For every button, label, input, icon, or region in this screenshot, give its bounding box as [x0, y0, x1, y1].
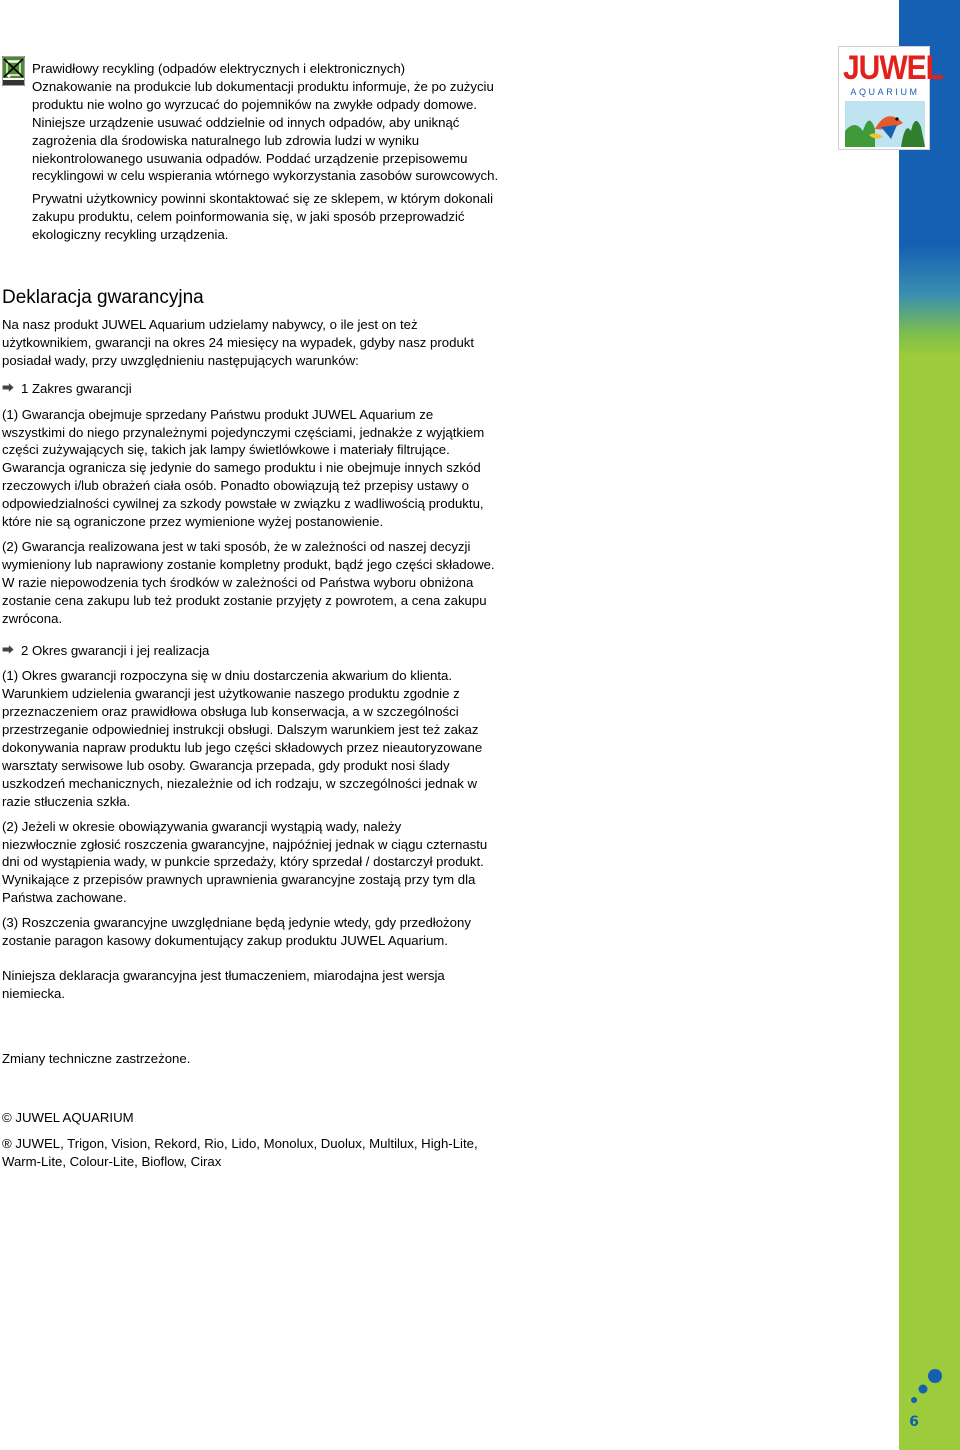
warranty-title: Deklaracja gwarancyjna: [2, 287, 204, 308]
text-line: Na nasz produkt JUWEL Aquarium udzielamy nabywcy, o ile jest on też: [2, 317, 418, 332]
text-line: Gwarancja ogranicza się jedynie do samego produktu i nie obejmuje innych szkód: [2, 460, 481, 476]
scope-paragraph-2: [2, 538, 542, 628]
text-line: warsztaty serwisowe lub osoby. Gwarancja przepada, gdy produkt nosi ślady: [2, 757, 450, 773]
text-line: ® JUWEL, Trigon, Vision, Rekord, Rio, Lido, Monolux, Duolux, Multilux, High-Lite,: [2, 1135, 478, 1151]
text-line: (3) Roszczenia gwarancyjne uwzględniane będą jedynie wtedy, gdy przedłożony: [2, 915, 471, 931]
text-line: Państwa zachowane.: [2, 890, 127, 906]
recycling-contact-paragraph: [32, 190, 572, 244]
recycling-line: zagrożenia dla środowiska naturalnego lub zdrowia ludzi w wyniku: [32, 132, 420, 148]
text-line: zostanie cena zakupu lub też produkt zostanie przyjęty z powrotem, a cena zakupu: [2, 592, 487, 608]
recycling-line: niekontrolowanego usuwania odpadów. Poddać urządzenie przepisowemu: [32, 150, 468, 166]
section-heading-period: [2, 642, 542, 660]
crossed-out-wheelie-bin-icon: [2, 56, 25, 86]
juwel-aquarium-logo: [838, 46, 943, 150]
copyright-line: © JUWEL AQUARIUM: [2, 1109, 134, 1125]
recycling-heading-line: Prawidłowy recykling (odpadów elektrycznych i elektronicznych): [32, 61, 406, 76]
bubbles-icon: [907, 1367, 945, 1407]
recycling-line: produktu nie wolno go wyrzucać do pojemników na zwykłe odpady domowe.: [32, 96, 477, 112]
text-line: razie stłuczenia szkła.: [2, 793, 131, 809]
logo-subtitle: AQUARIUM: [850, 87, 920, 97]
text-line: rzeczowych i/lub obrażeń ciała osób. Ponadto obowiązują też przepisy ustawy o: [2, 478, 469, 494]
recycling-section: [32, 60, 572, 244]
aquarium-fish-icon: [845, 101, 925, 147]
text-line: niemiecka.: [2, 985, 66, 1001]
trademarks-note: [2, 1135, 542, 1171]
recycling-line: ekologiczny recykling urządzenia.: [32, 227, 229, 243]
text-line: użytkownikiem, gwarancji na okres 24 miesięcy na wypadek, gdyby nasz produkt: [2, 334, 475, 350]
text-line: zostanie paragon kasowy dokumentujący zakup produktu JUWEL Aquarium.: [2, 933, 448, 949]
text-line: (1) Gwarancja obejmuje sprzedany Państwu produkt JUWEL Aquarium ze: [2, 406, 434, 422]
logo-brand: JUWEL: [843, 49, 943, 87]
warranty-intro: [2, 316, 542, 370]
recycling-line: Niniejsze urządzenie usuwać oddzielnie od innych odpadów, aby uniknąć: [32, 114, 460, 130]
period-paragraph-3: [2, 914, 542, 950]
text-line: Niniejsza deklaracja gwarancyjna jest tłumaczeniem, miarodajna jest wersja: [2, 968, 445, 983]
recycling-line: Oznakowanie na produkcie lub dokumentacji produktu informuje, że po zużyciu: [32, 78, 494, 94]
text-line: wszystkimi do niego przynależnymi pojedynczymi częściami, jednakże z wyjątkiem: [2, 424, 485, 440]
recycling-line: Prywatni użytkownicy powinni skontaktować się ze sklepem, w którym dokonali: [32, 191, 494, 207]
text-line: dokonywania napraw produktu lub jego części składowych przez nieautoryzowane: [2, 740, 483, 756]
warranty-section: [2, 286, 542, 1170]
section-heading-label: 1 Zakres gwarancji: [21, 380, 132, 396]
period-paragraph-1: [2, 667, 542, 810]
scope-paragraph-1: [2, 406, 542, 531]
text-line: Warunkiem udzielenia gwarancji jest użytkowanie naszego produktu zgodnie z: [2, 686, 460, 702]
page-number: 6: [909, 1414, 919, 1430]
section-heading-label: 2 Okres gwarancji i jej realizacja: [21, 642, 210, 658]
text-line: W razie niepowodzenia tych środków w zależności od Państwa wyboru obniżona: [2, 574, 474, 590]
text-line: niezwłocznie zgłosić roszczenia gwarancyjne, najpóźniej jednak w ciągu czternastu: [2, 836, 488, 852]
text-line: (2) Gwarancja realizowana jest w taki sposób, że w zależności od naszej decyzji: [2, 538, 471, 554]
text-line: Warm-Lite, Colour-Lite, Bioflow, Cirax: [2, 1153, 222, 1169]
text-line: zwrócona.: [2, 610, 63, 626]
period-paragraph-2: [2, 818, 542, 908]
text-line: (1) Okres gwarancji rozpoczyna się w dniu dostarczenia akwarium do klienta.: [2, 668, 453, 684]
text-line: uszkodzeń mechanicznych, niezależnie od ich rodzaju, w szczególności jednak w: [2, 775, 478, 791]
text-line: (2) Jeżeli w okresie obowiązywania gwarancji wystąpią wady, należy: [2, 818, 402, 834]
recycling-line: zakupu produktu, celem poinformowania się, w jaki sposób przeprowadzić: [32, 209, 465, 225]
technical-changes-note: Zmiany techniczne zastrzeżone.: [2, 1050, 191, 1066]
text-line: które nie są ograniczone przez wymienione wyżej postanowienie.: [2, 514, 384, 530]
text-line: dni od wystąpienia wady, w punkcie sprzedaży, który sprzedał / dostarczył produkt.: [2, 854, 484, 870]
text-line: przeznaczeniem oraz prawidłowa obsługa lub konserwacja, a w szczególności: [2, 704, 459, 720]
text-line: wymieniony lub naprawiony zostanie kompletny produkt, bądź jego części składowe.: [2, 556, 495, 572]
side-band-green: [899, 355, 960, 1450]
recycling-paragraph: [32, 60, 572, 185]
text-line: posiadał wady, przy uwzględnieniu następujących warunków:: [2, 352, 359, 368]
section-heading-scope: [2, 380, 542, 398]
text-line: Wynikające z przepisów prawnych uprawnienia gwarancyjne zostają przy tym dla: [2, 872, 476, 888]
translation-note: [2, 967, 542, 1003]
arrow-right-icon: ⮕: [2, 380, 15, 395]
side-color-band: [899, 0, 960, 1450]
arrow-right-icon: ⮕: [2, 642, 15, 657]
recycling-line: recyklingowi w celu wspierania wtórnego wykorzystania zasobów surowcowych.: [32, 168, 499, 184]
text-line: części zużywających się, takich jak lampy świetlówkowe i materiały filtrujące.: [2, 442, 450, 458]
side-band-gradient: [899, 245, 960, 355]
text-line: przestrzeganie odpowiedniej instrukcji obsługi. Dalszym warunkiem jest też zakaz: [2, 722, 479, 738]
text-line: odpowiedzialności cywilnej za szkody powstałe w związku z wadliwością produktu,: [2, 496, 484, 512]
